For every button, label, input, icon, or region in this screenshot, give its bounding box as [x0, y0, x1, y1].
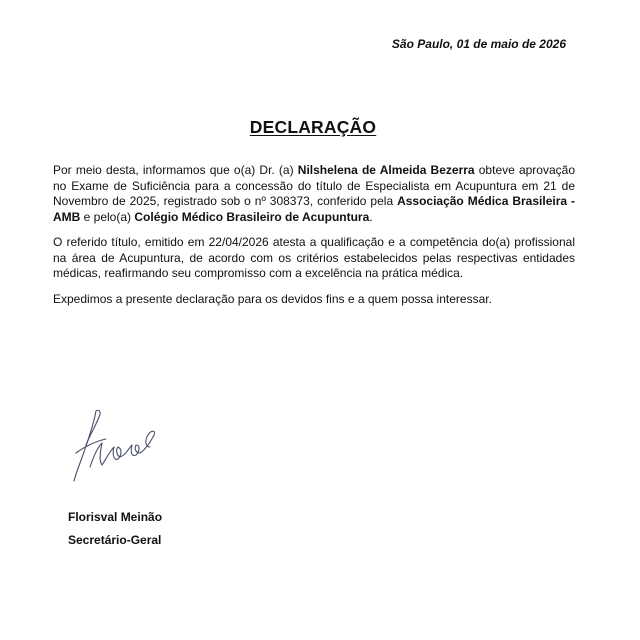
paragraph-1	[53, 163, 575, 225]
document-body	[53, 163, 575, 317]
paragraph-1-text-b: obteve aprovação no Exame de Suficiência para a concessão do título de Especialista em Acupuntura em 21 de Novembro de 2025, registrado sob o nº 308373, conferido pela	[53, 163, 576, 208]
document-title: DECLARAÇÃO	[249, 117, 377, 137]
organization-amb: Associação Médica Brasileira - AMB	[53, 194, 575, 224]
signer-name: Florisval Meinão	[68, 510, 163, 524]
paragraph-1-text-d: .	[369, 209, 373, 224]
paragraph-2: O referido título, emitido em 22/04/2026 atesta a qualificação e a competência do(a) profissional na área de Acupuntura, de acordo com os critérios estabelecidos pelas respectivas entidades médicas, reafirmando seu compromisso com a excelência na prática médica.	[53, 235, 575, 280]
date-line: São Paulo, 01 de maio de 2026	[391, 37, 566, 51]
doctor-name: Nilshelena de Almeida Bezerra	[297, 163, 475, 177]
organization-cmba: Colégio Médico Brasileiro de Acupuntura	[134, 209, 370, 224]
paragraph-3: Expedimos a presente declaração para os devidos fins e a quem possa interessar.	[53, 291, 492, 306]
handwritten-signature-icon	[66, 405, 162, 483]
signer-role: Secretário-Geral	[68, 533, 162, 547]
paragraph-1-text-a: Por meio desta, informamos que o(a) Dr. (a)	[53, 163, 298, 177]
paragraph-1-text-c: e pelo(a)	[80, 209, 135, 224]
